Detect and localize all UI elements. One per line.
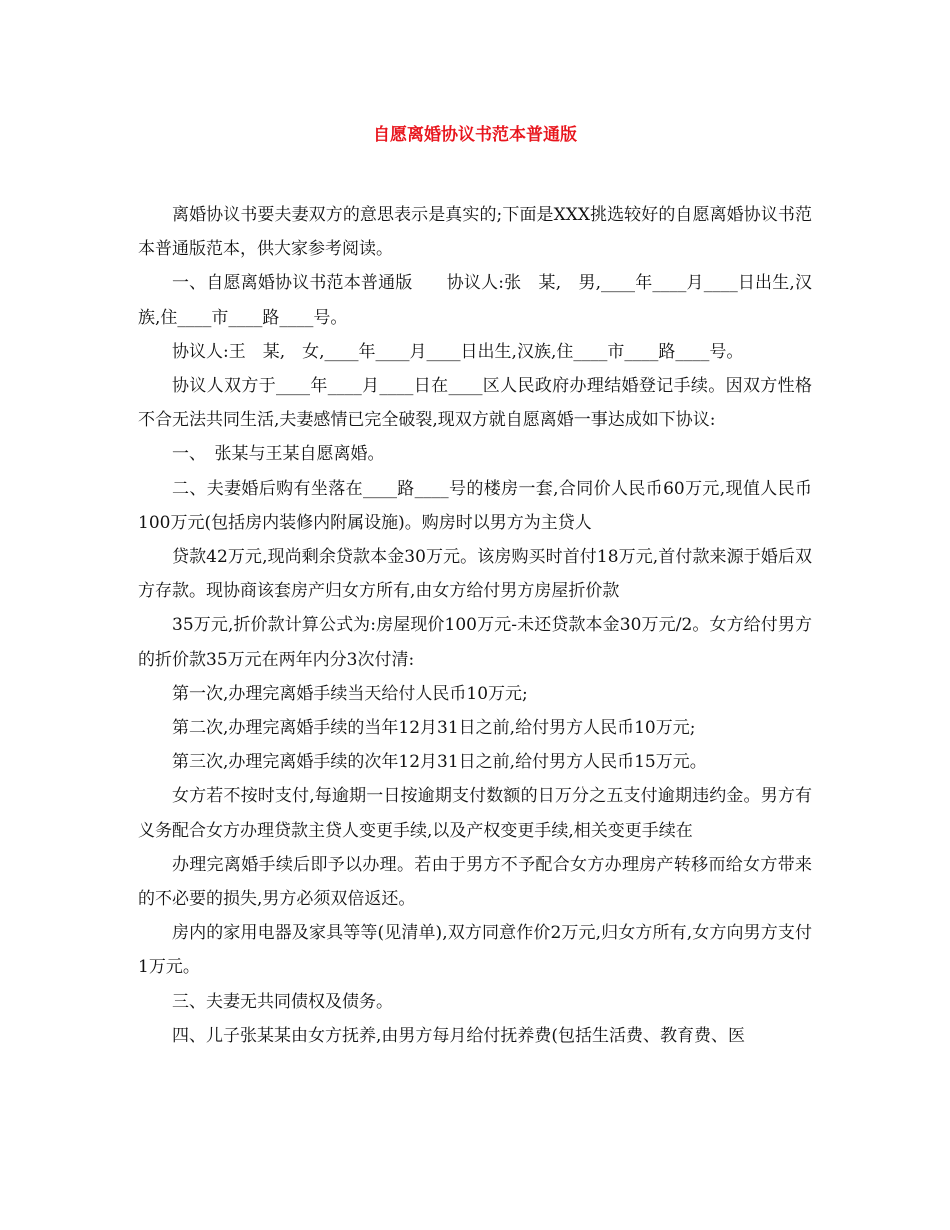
paragraph: 35万元,折价款计算公式为:房屋现价100万元-未还贷款本金30万元/2。女方给付男方的折价款35万元在两年内分3次付清: [138, 615, 812, 670]
paragraph: 贷款42万元,现尚剩余贷款本金30万元。该房购买时首付18万元,首付款来源于婚后双方存款。现协商该套房产归女方所有,由女方给付男方房屋折价款 [138, 547, 812, 602]
document-body [138, 198, 812, 1053]
paragraph: 女方若不按时支付,每逾期一日按逾期支付数额的日万分之五支付逾期违约金。男方有义务配合女方办理贷款主贷人变更手续,以及产权变更手续,相关变更手续在 [138, 786, 812, 841]
paragraph: 二、夫妻婚后购有坐落在____路____号的楼房一套,合同价人民币60万元,现值人民币100万元(包括房内装修内附属设施)。购房时以男方为主贷人 [138, 478, 812, 533]
document-title: 自愿离婚协议书范本普通版 [373, 125, 577, 145]
paragraph: 协议人:王 某, 女,____年____月____日出生,汉族,住____市____路____号。 [172, 341, 744, 362]
paragraph: 第一次,办理完离婚手续当天给付人民币10万元; [172, 683, 528, 704]
paragraph: 第三次,办理完离婚手续的次年12月31日之前,给付男方人民币15万元。 [172, 752, 707, 773]
paragraph: 一、 张某与王某自愿离婚。 [172, 444, 385, 465]
paragraph: 一、自愿离婚协议书范本普通版 协议人:张 某, 男,____年____月____日出生,汉族,住____市____路____号。 [138, 273, 812, 328]
paragraph: 三、夫妻无共同债权及债务。 [172, 991, 393, 1012]
paragraph: 第二次,办理完离婚手续的当年12月31日之前,给付男方人民币10万元; [172, 718, 696, 739]
paragraph: 办理完离婚手续后即予以办理。若由于男方不予配合女方办理房产转移而给女方带来的不必要的损失,男方必须双倍返还。 [138, 854, 812, 910]
paragraph: 房内的家用电器及家具等等(见清单),双方同意作价2万元,归女方所有,女方向男方支付1万元。 [138, 923, 812, 978]
paragraph: 四、儿子张某某由女方抚养,由男方每月给付抚养费(包括生活费、教育费、医 [172, 1025, 746, 1046]
paragraph: 离婚协议书要夫妻双方的意思表示是真实的;下面是XXX挑选较好的自愿离婚协议书范本普通版范本，供大家参考阅读。 [138, 205, 812, 260]
paragraph: 协议人双方于____年____月____日在____区人民政府办理结婚登记手续。因双方性格不合无法共同生活,夫妻感情已完全破裂,现双方就自愿离婚一事达成如下协议: [138, 376, 812, 431]
